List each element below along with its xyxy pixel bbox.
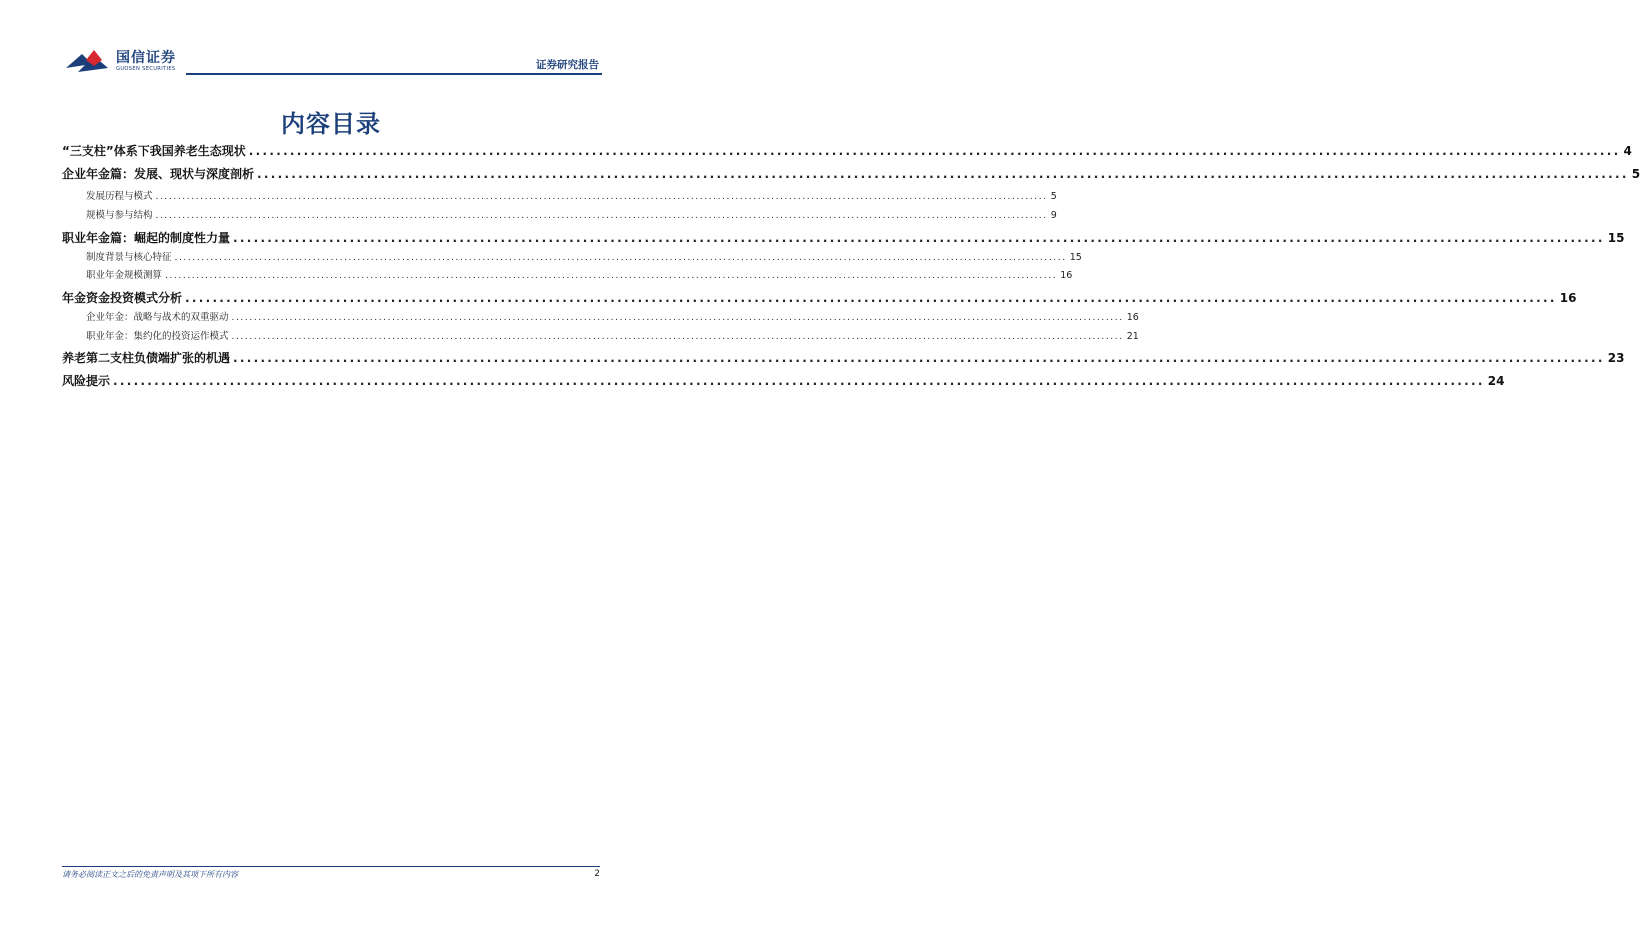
toc-entry-page: 5 <box>1631 167 1640 181</box>
page-header <box>0 0 662 80</box>
toc-entry-page: 23 <box>1607 351 1625 365</box>
toc-entry-section[interactable] <box>62 289 1577 306</box>
toc-entry-title: 养老第二支柱负债端扩张的机遇 <box>62 351 231 365</box>
toc-leader-dots: ........................................................................................................................................................................................................ <box>174 253 1067 263</box>
report-type-label: 证券研究报告 <box>536 59 599 71</box>
toc-entry-section[interactable] <box>62 142 1632 159</box>
toc-entry-subsection[interactable] <box>62 249 1082 263</box>
toc-leader-dots: ........................................................................................................................................................................................................ <box>155 192 1048 202</box>
page-number: 2 <box>594 869 600 879</box>
toc-leader-dots: ........................................................................................................................................................................................................ <box>248 144 1621 158</box>
toc-entry-title: 职业年金规模测算 <box>86 270 163 281</box>
toc-entry-page: 21 <box>1126 331 1139 342</box>
toc-entry-title: 企业年金篇：发展、现状与深度剖析 <box>62 167 255 181</box>
toc-entry-title: 制度背景与核心特征 <box>86 252 172 263</box>
toc-entry-page: 15 <box>1607 231 1625 245</box>
toc-entry-page: 16 <box>1126 312 1139 323</box>
toc-leader-dots: ........................................................................................................................................................................................................ <box>233 351 1605 365</box>
toc-entry-section[interactable] <box>62 372 1505 389</box>
toc-entry-section[interactable] <box>62 349 1625 366</box>
logo-english-text: GUOSEN SECURITIES <box>116 66 176 72</box>
toc-leader-dots: ........................................................................................................................................................................................................ <box>165 271 1058 281</box>
toc-entry-subsection[interactable] <box>62 328 1139 342</box>
toc-entry-page: 24 <box>1487 374 1505 388</box>
guosen-logo-icon <box>64 46 110 76</box>
toc-entry-title: 年金资金投资模式分析 <box>62 291 183 305</box>
toc-entry-title: 风险提示 <box>62 374 111 388</box>
toc-leader-dots: ........................................................................................................................................................................................................ <box>231 332 1124 342</box>
footer-disclaimer: 请务必阅读正文之后的免责声明及其项下所有内容 <box>62 870 238 879</box>
toc-leader-dots: ........................................................................................................................................................................................................ <box>113 374 1485 388</box>
toc-leader-dots: ........................................................................................................................................................................................................ <box>257 167 1629 181</box>
toc-entry-subsection[interactable] <box>62 267 1073 281</box>
header-divider <box>186 73 602 75</box>
toc-entry-subsection[interactable] <box>62 207 1057 221</box>
toc-entry-page: 5 <box>1050 191 1057 202</box>
toc-entry-title: “三支柱”体系下我国养老生态现状 <box>62 144 246 158</box>
toc-entry-title: 职业年金篇：崛起的制度性力量 <box>62 231 231 245</box>
toc-entry-title: 发展历程与模式 <box>86 191 153 202</box>
guosen-logo <box>64 44 184 78</box>
toc-leader-dots: ........................................................................................................................................................................................................ <box>155 211 1048 221</box>
toc-leader-dots: ........................................................................................................................................................................................................ <box>185 291 1557 305</box>
toc-entry-subsection[interactable] <box>62 309 1139 323</box>
toc-entry-page: 16 <box>1060 270 1073 281</box>
toc-entry-page: 16 <box>1559 291 1577 305</box>
toc-leader-dots: ........................................................................................................................................................................................................ <box>231 313 1124 323</box>
toc-title: 内容目录 <box>281 110 381 138</box>
footer-divider <box>62 866 600 867</box>
toc-entry-title: 规模与参与结构 <box>86 210 153 221</box>
toc-entry-page: 15 <box>1069 252 1082 263</box>
toc-entry-title: 企业年金：战略与战术的双重驱动 <box>86 312 229 323</box>
toc-leader-dots: ........................................................................................................................................................................................................ <box>233 231 1605 245</box>
toc-entry-subsection[interactable] <box>62 188 1057 202</box>
toc-entry-title: 职业年金：集约化的投资运作模式 <box>86 331 229 342</box>
toc-entry-section[interactable] <box>62 229 1625 246</box>
toc-entry-section[interactable] <box>62 165 1640 182</box>
toc-entry-page: 4 <box>1623 144 1632 158</box>
logo-chinese-text: 国信证券 <box>116 50 176 66</box>
toc-entry-page: 9 <box>1050 210 1057 221</box>
